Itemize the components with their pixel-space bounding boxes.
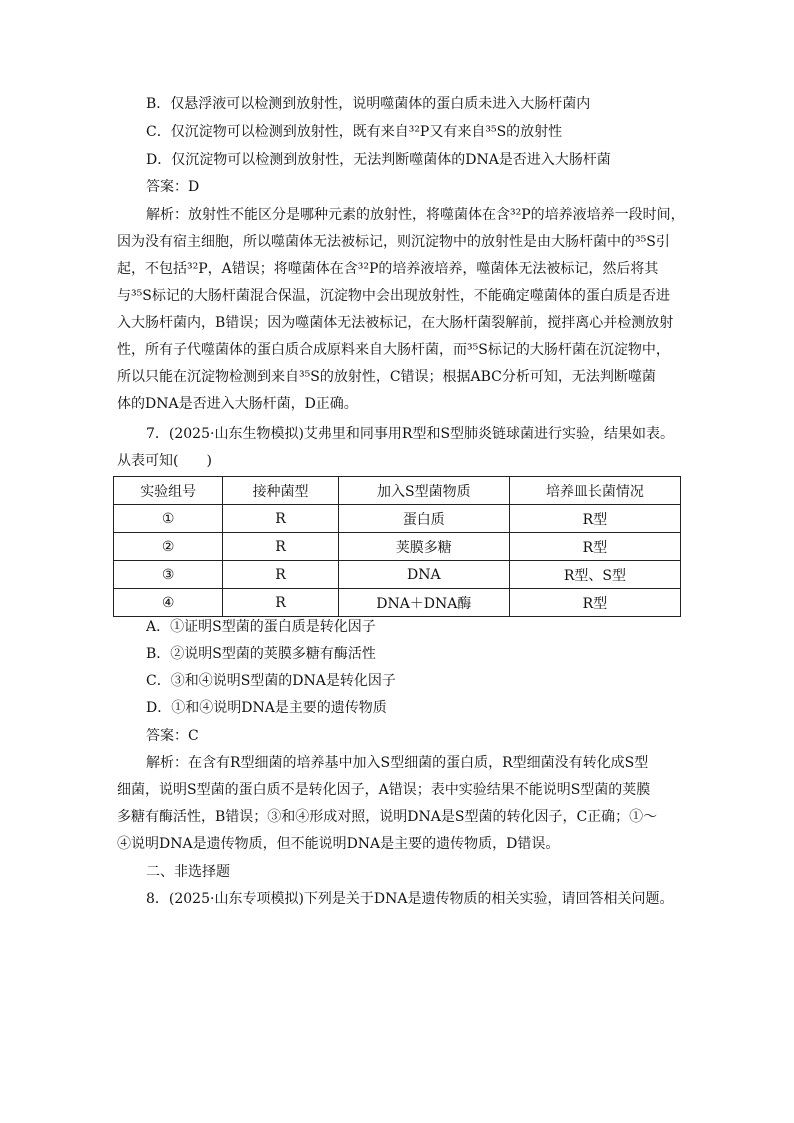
table-row: [114, 505, 681, 533]
table-cell: 蛋白质: [338, 505, 509, 533]
q6-option-c: C．仅沉淀物可以检测到放射性，既有来自³²P又有来自³⁵S的放射性: [146, 124, 563, 140]
table-cell: DNA＋DNA酶: [338, 589, 509, 617]
table-cell: R: [223, 505, 338, 533]
q6-analysis-line: 与³⁵S标记的大肠杆菌混合保温，沉淀物中会出现放射性，不能确定噬菌体的蛋白质是否进: [117, 288, 670, 304]
q7-analysis-line: 解析：在含有R型细菌的培养基中加入S型细菌的蛋白质，R型细菌没有转化成S型: [146, 755, 649, 771]
q7-analysis-line: 细菌，说明S型菌的蛋白质不是转化因子，A错误；表中实验结果不能说明S型菌的荚膜: [117, 782, 651, 798]
table-cell: R型、S型: [509, 561, 680, 589]
table-cell: R型: [509, 589, 680, 617]
table-cell: R型: [509, 533, 680, 561]
table-header-cell: 接种菌型: [223, 477, 338, 505]
q7-stem-continued: 从表可知( ): [117, 453, 212, 469]
table-cell: R型: [509, 505, 680, 533]
q6-analysis-line: 入大肠杆菌内，B错误；因为噬菌体无法被标记，在大肠杆菌裂解前，搅拌离心并检测放射: [117, 315, 674, 331]
table-cell: R: [223, 561, 338, 589]
table-cell: DNA: [338, 561, 509, 589]
q6-analysis-line: 解析：放射性不能区分是哪种元素的放射性，将噬菌体在含³²P的培养液培养一段时间，: [146, 207, 685, 223]
table-header-row: [114, 477, 681, 505]
table-cell: ②: [114, 533, 223, 561]
q7-stem: 7．(2025·山东生物模拟)艾弗里和同事用R型和S型肺炎链球菌进行实验，结果如表。: [146, 426, 675, 442]
q6-analysis-line: 起，不包括³²P，A错误；将噬菌体在含³²P的培养液培养，噬菌体无法被标记，然后将其: [117, 261, 659, 277]
q6-analysis-line: 性，所有子代噬菌体的蛋白质合成原料来自大肠杆菌，而³⁵S标记的大肠杆菌在沉淀物中，: [117, 342, 670, 358]
q6-analysis-line: 体的DNA是否进入大肠杆菌，D正确。: [117, 396, 358, 412]
table-header-cell: 实验组号: [114, 477, 223, 505]
q7-option-a: A．①证明S型菌的蛋白质是转化因子: [146, 619, 376, 635]
table-header-cell: 加入S型菌物质: [338, 477, 509, 505]
q7-option-d: D．①和④说明DNA是主要的遗传物质: [146, 700, 387, 716]
table-cell: R: [223, 589, 338, 617]
table-row: [114, 533, 681, 561]
q7-option-c: C．③和④说明S型菌的DNA是转化因子: [146, 673, 396, 689]
section-heading: 二、非选择题: [146, 864, 230, 880]
q7-answer: 答案：C: [146, 728, 199, 744]
table-cell: R: [223, 533, 338, 561]
table-cell: ①: [114, 505, 223, 533]
table-row: [114, 561, 681, 589]
table-header-cell: 培养皿长菌情况: [509, 477, 680, 505]
q6-analysis-line: 因为没有宿主细胞，所以噬菌体无法被标记，则沉淀物中的放射性是由大肠杆菌中的³⁵S引: [117, 234, 670, 250]
q7-analysis-line: ④说明DNA是遗传物质，但不能说明DNA是主要的遗传物质，D错误。: [117, 836, 560, 852]
q6-answer: 答案：D: [146, 179, 200, 195]
table-row: [114, 589, 681, 617]
q6-option-d: D．仅沉淀物可以检测到放射性，无法判断噬菌体的DNA是否进入大肠杆菌: [146, 152, 611, 168]
q7-option-b: B．②说明S型菌的荚膜多糖有酶活性: [146, 646, 376, 662]
q6-analysis-line: 所以只能在沉淀物检测到来自³⁵S的放射性，C错误；根据ABC分析可知，无法判断噬菌: [117, 369, 656, 385]
table-cell: ④: [114, 589, 223, 617]
table-cell: ③: [114, 561, 223, 589]
experiment-table: [113, 476, 681, 617]
table-cell: 荚膜多糖: [338, 533, 509, 561]
q8-stem: 8．(2025·山东专项模拟)下列是关于DNA是遗传物质的相关实验，请回答相关问题。: [146, 891, 674, 907]
q6-option-b: B．仅悬浮液可以检测到放射性，说明噬菌体的蛋白质未进入大肠杆菌内: [146, 96, 591, 112]
q7-analysis-line: 多糖有酶活性，B错误；③和④形成对照，说明DNA是S型菌的转化因子，C正确；①～: [117, 809, 658, 825]
